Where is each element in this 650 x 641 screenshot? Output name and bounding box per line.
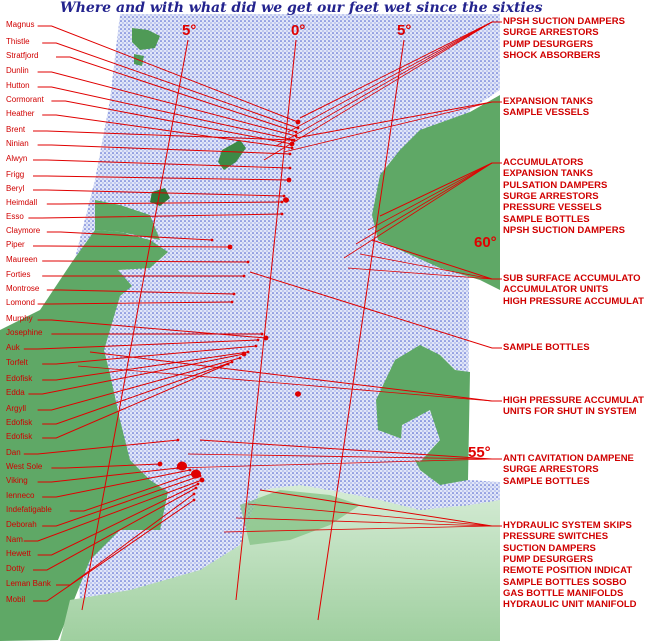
field-cluster-marker: [283, 197, 289, 202]
field-label: Hutton: [6, 81, 30, 90]
field-label: Brent: [6, 125, 26, 134]
field-cluster-marker: [177, 462, 187, 471]
field-label: Hewett: [6, 549, 31, 558]
service-item: SUB SURFACE ACCUMULATO: [503, 273, 641, 284]
field-label: Heather: [6, 109, 35, 118]
field-marker: [193, 499, 196, 502]
field-cluster-marker: [295, 391, 301, 396]
service-item: NPSH SUCTION DAMPERS: [503, 16, 625, 27]
field-marker: [281, 213, 284, 216]
field-label: Claymore: [6, 226, 41, 235]
service-item: EXPANSION TANKS: [503, 96, 593, 107]
field-marker: [211, 239, 214, 242]
field-label: Torfelt: [6, 358, 28, 367]
field-marker: [231, 301, 234, 304]
field-label: Frigg: [6, 170, 25, 179]
service-item: SAMPLE BOTTLES SOSBO: [503, 576, 627, 588]
field-label: Lomond: [6, 298, 35, 307]
field-marker: [281, 201, 284, 204]
field-marker: [295, 131, 298, 134]
service-item: HYDRAULIC UNIT MANIFOLD: [503, 599, 637, 611]
service-item: SHOCK ABSORBERS: [503, 49, 601, 61]
field-marker: [227, 363, 230, 366]
service-item: EXPANSION TANKS: [503, 168, 593, 180]
field-marker: [289, 153, 292, 156]
field-label: Viking: [6, 476, 28, 485]
field-marker: [264, 336, 269, 341]
field-marker: [255, 345, 258, 348]
service-item: SUCTION DAMPERS: [503, 542, 596, 554]
field-label: Josephine: [6, 328, 43, 337]
field-label: Maureen: [6, 255, 38, 264]
meridian-label-west-5: 5°: [182, 22, 197, 39]
field-marker: [247, 351, 250, 354]
field-marker: [291, 147, 294, 150]
service-item: SAMPLE BOTTLES: [503, 475, 590, 487]
field-marker: [231, 361, 234, 364]
field-label: Montrose: [6, 284, 40, 293]
service-item: ACCUMULATORS: [503, 157, 584, 168]
field-label: Beryl: [6, 184, 25, 193]
service-item: PULSATION DAMPERS: [503, 179, 608, 191]
service-item: SAMPLE VESSELS: [503, 107, 590, 119]
field-marker: [233, 293, 236, 296]
field-marker: [195, 487, 198, 490]
service-item: SURGE ARRESTORS: [503, 190, 599, 202]
field-marker: [295, 135, 298, 138]
field-cluster-marker: [191, 470, 201, 479]
field-marker: [197, 483, 200, 486]
field-label: Heimdall: [6, 198, 38, 207]
service-item: HYDRAULIC SYSTEM SKIPS: [503, 520, 632, 531]
map-title: Where and with what did we get our feet wet since the sixties: [60, 0, 543, 16]
field-label: Cormorant: [6, 95, 44, 104]
service-item: SURGE ARRESTORS: [503, 27, 599, 39]
service-item: SAMPLE BOTTLES: [503, 342, 590, 353]
field-label: Stratfjord: [6, 51, 39, 60]
service-item: PRESSURE SWITCHES: [503, 531, 609, 543]
field-marker: [247, 261, 250, 264]
field-label: Edofisk: [6, 418, 33, 427]
field-label: Edofisk: [6, 432, 33, 441]
field-marker: [200, 478, 205, 483]
service-item: PUMP DESURGERS: [503, 38, 594, 50]
field-label: Dunlin: [6, 66, 29, 75]
meridian-label-0: 0°: [291, 22, 306, 39]
field-marker: [283, 195, 286, 198]
field-label: Argyll: [6, 404, 27, 413]
service-item: SURGE ARRESTORS: [503, 464, 599, 476]
field-label: Indefatigable: [6, 505, 52, 514]
field-label: Ienneco: [6, 491, 35, 500]
field-label: Ninian: [6, 139, 29, 148]
service-item: GAS BOTTLE MANIFOLDS: [503, 587, 624, 599]
field-label: Edda: [6, 388, 25, 397]
field-marker: [177, 439, 180, 442]
field-marker: [239, 357, 242, 360]
field-label: Mobil: [6, 595, 26, 604]
field-label: Thistle: [6, 37, 30, 46]
service-item: ACCUMULATOR UNITS: [503, 284, 609, 296]
service-item: SAMPLE BOTTLES: [503, 213, 590, 225]
field-marker: [291, 139, 294, 142]
parallel-label-60: 60°: [474, 234, 497, 251]
field-label: Dotty: [6, 564, 25, 573]
parallel-label-55: 55°: [468, 444, 491, 461]
field-marker: [243, 275, 246, 278]
service-item: PUMP DESURGERS: [503, 553, 594, 565]
field-label: Nam: [6, 535, 23, 544]
field-marker: [228, 245, 233, 250]
field-label: Murphy: [6, 314, 33, 323]
service-item: HIGH PRESSURE ACCUMULAT: [503, 395, 644, 406]
meridian-label-east-5: 5°: [397, 22, 412, 39]
field-marker: [261, 333, 264, 336]
service-item: ANTI CAVITATION DAMPENE: [503, 453, 634, 464]
field-marker: [189, 469, 192, 472]
field-marker: [287, 178, 292, 183]
service-item: PRESSURE VESSELS: [503, 202, 602, 214]
field-marker: [257, 339, 260, 342]
field-marker: [290, 142, 295, 147]
field-label: Leman Bank: [6, 579, 51, 588]
service-item: UNITS FOR SHUT IN SYSTEM: [503, 406, 637, 418]
service-item: REMOTE POSITION INDICAT: [503, 565, 633, 577]
service-item: NPSH SUCTION DAMPERS: [503, 224, 625, 236]
field-label: Piper: [6, 240, 25, 249]
field-marker: [289, 167, 292, 170]
field-label: Magnus: [6, 20, 35, 29]
field-marker: [296, 120, 301, 125]
service-item: HIGH PRESSURE ACCUMULAT: [503, 295, 644, 307]
field-label: Edofisk: [6, 374, 33, 383]
field-label: West Sole: [6, 462, 43, 471]
field-label: Auk: [6, 343, 20, 352]
field-label: Deborah: [6, 520, 37, 529]
field-marker: [297, 127, 300, 130]
field-label: Esso: [6, 212, 24, 221]
field-label: Forties: [6, 270, 31, 279]
field-marker: [242, 352, 247, 357]
field-marker: [158, 462, 163, 467]
field-label: Dan: [6, 448, 21, 457]
field-label: Alwyn: [6, 154, 28, 163]
field-marker: [193, 493, 196, 496]
